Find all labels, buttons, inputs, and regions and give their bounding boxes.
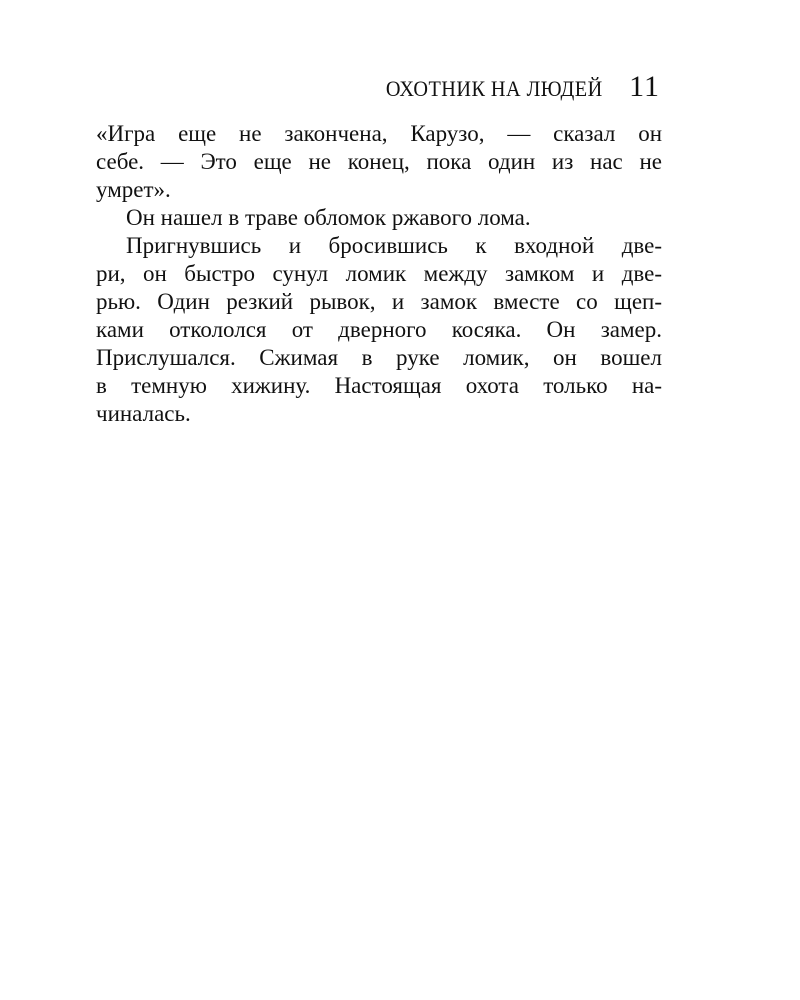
text-line: «Игра еще не закончена, Карузо, — сказал он xyxy=(96,121,662,146)
running-title: ОХОТНИК НА ЛЮДЕЙ xyxy=(386,76,604,101)
text-line: себе. — Это еще не конец, пока один из нас не xyxy=(96,149,662,174)
text-line: ри, он быстро сунул ломик между замком и две- xyxy=(96,261,662,286)
text-line: рью. Один резкий рывок, и замок вместе со щеп- xyxy=(96,289,662,314)
body-text xyxy=(96,120,662,428)
text-line: умрет». xyxy=(96,177,171,202)
page-number: 11 xyxy=(629,70,660,103)
text-line: в темную хижину. Настоящая охота только на- xyxy=(96,373,662,398)
running-head xyxy=(96,70,660,104)
text-line: ками откололся от дверного косяка. Он замер. xyxy=(96,317,662,342)
text-line: Он нашел в траве обломок ржавого лома. xyxy=(126,205,531,230)
text-line: Пригнувшись и бросившись к входной две- xyxy=(126,233,662,258)
text-line: Прислушался. Сжимая в руке ломик, он вошел xyxy=(96,345,662,370)
text-line: чиналась. xyxy=(96,401,191,426)
